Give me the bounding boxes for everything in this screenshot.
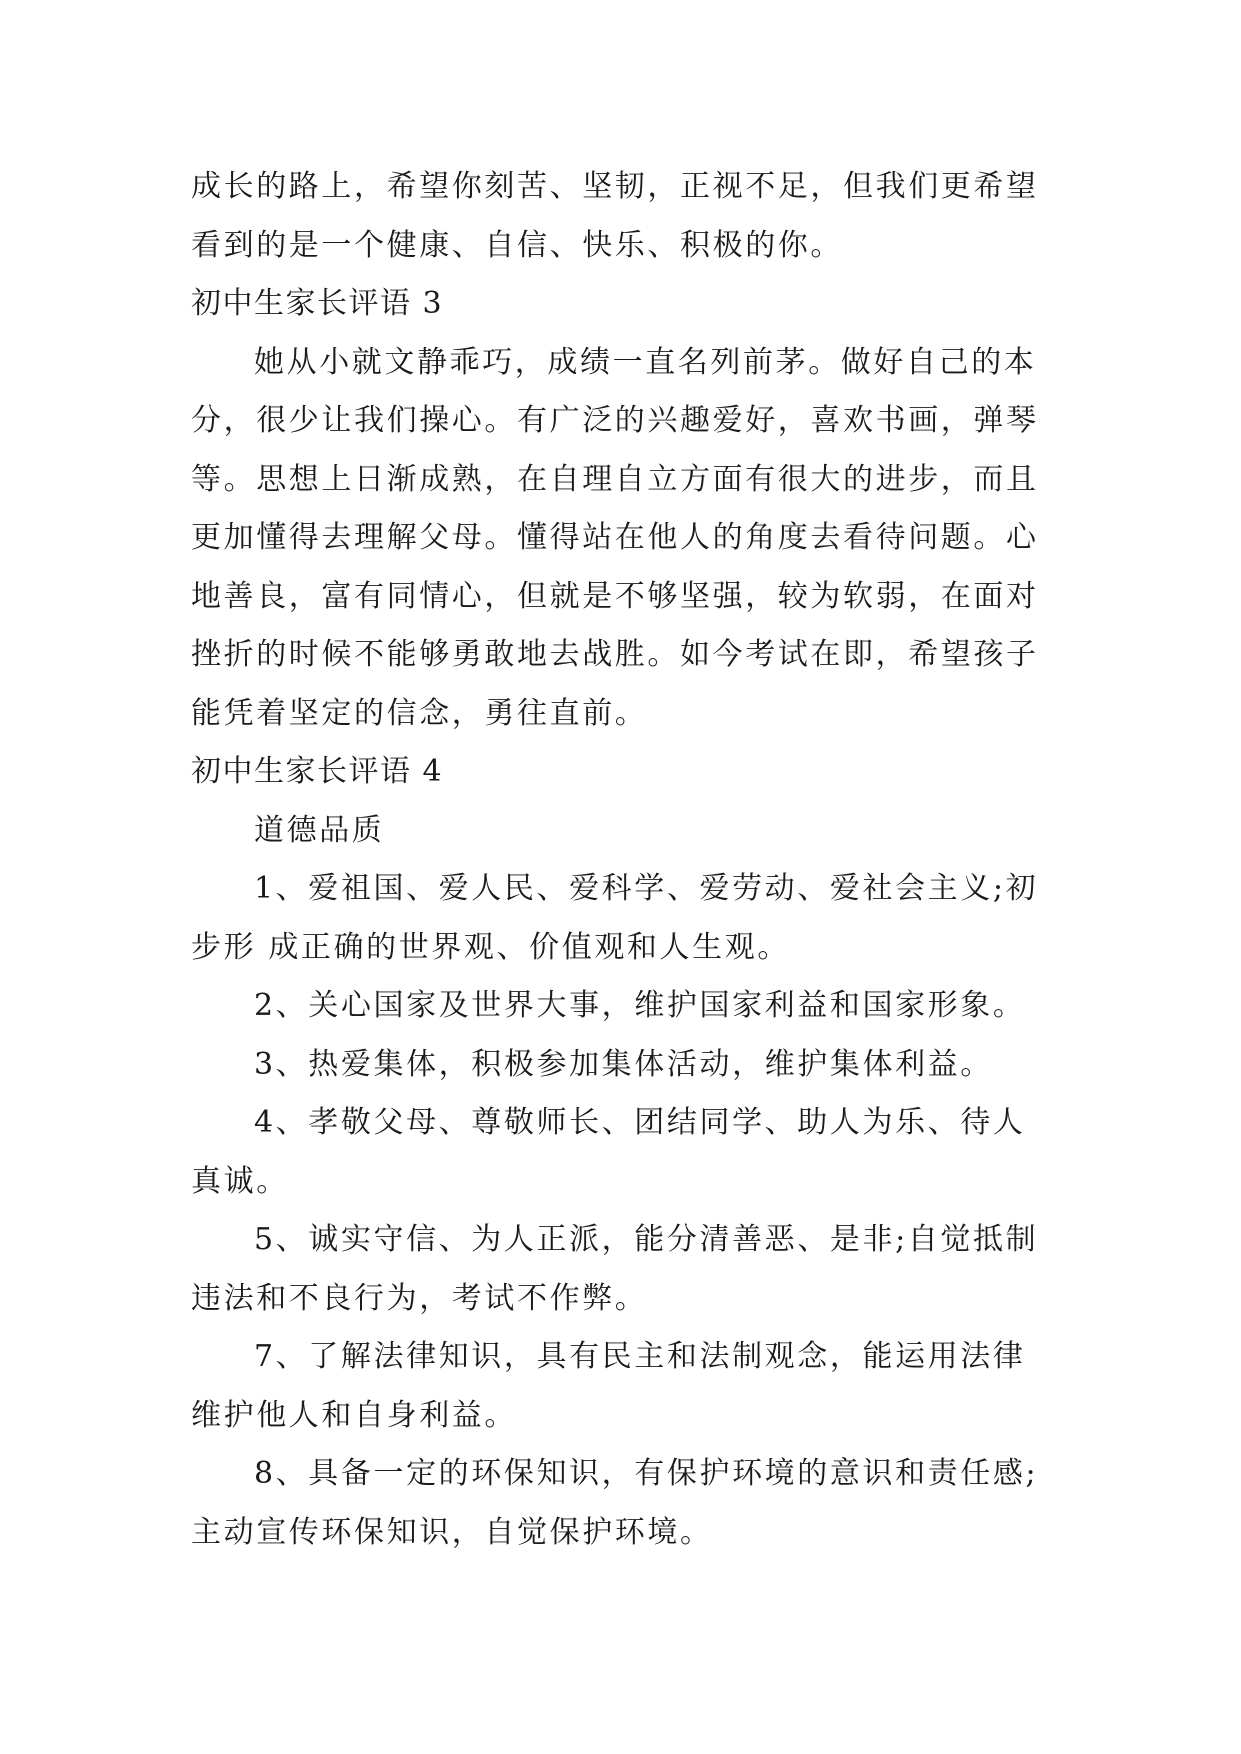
list-item-line: 5、诚实守信、为人正派，能分清善恶、是非;自觉抵制 [254,1222,1039,1257]
paragraph-line: 她从小就文静乖巧，成绩一直名列前茅。做好自己的本 [254,344,1037,380]
paragraph-line: 地善良，富有同情心，但就是不够坚强，较为软弱，在面对 [191,578,1039,614]
section-heading: 初中生家长评语 4 [191,754,444,789]
list-item-line: 真诚。 [191,1163,289,1199]
list-item-line: 2、关心国家及世界大事，维护国家利益和国家形象。 [254,988,1026,1023]
paragraph-line: 分，很少让我们操心。有广泛的兴趣爱好，喜欢书画，弹琴 [191,403,1039,438]
paragraph-line: 能凭着坚定的信念，勇往直前。 [191,695,648,731]
paragraph-line: 看到的是一个健康、自信、快乐、积极的你。 [191,227,843,263]
paragraph-line: 成长的路上，希望你刻苦、坚韧，正视不足，但我们更希望 [191,169,1039,204]
list-item-line: 7、了解法律知识，具有民主和法制观念，能运用法律 [254,1339,1026,1374]
list-item-line: 8、具备一定的环保知识，有保护环境的意识和责任感; [254,1456,1039,1491]
section-heading: 初中生家长评语 3 [191,286,444,321]
list-item-line: 违法和不良行为，考试不作弊。 [191,1280,648,1316]
list-item-line: 1、爱祖国、爱人民、爱科学、爱劳动、爱社会主义;初 [254,871,1039,906]
document-body [191,158,1051,1562]
list-item-line: 步形 成正确的世界观、价值观和人生观。 [191,929,790,965]
paragraph-line: 挫折的时候不能够勇敢地去战胜。如今考试在即，希望孩子 [191,637,1039,672]
list-item-line: 4、孝敬父母、尊敬师长、团结同学、助人为乐、待人 [254,1105,1026,1140]
paragraph-line: 等。思想上日渐成熟，在自理自立方面有很大的进步，而且 [191,461,1039,497]
list-item-line: 3、热爱集体，积极参加集体活动，维护集体利益。 [254,1046,993,1082]
paragraph-line: 更加懂得去理解父母。懂得站在他人的角度去看待问题。心 [191,520,1039,555]
subheading: 道德品质 [254,812,385,848]
list-item-line: 维护他人和自身利益。 [191,1397,517,1433]
list-item-line: 主动宣传环保知识，自觉保护环境。 [191,1514,713,1550]
